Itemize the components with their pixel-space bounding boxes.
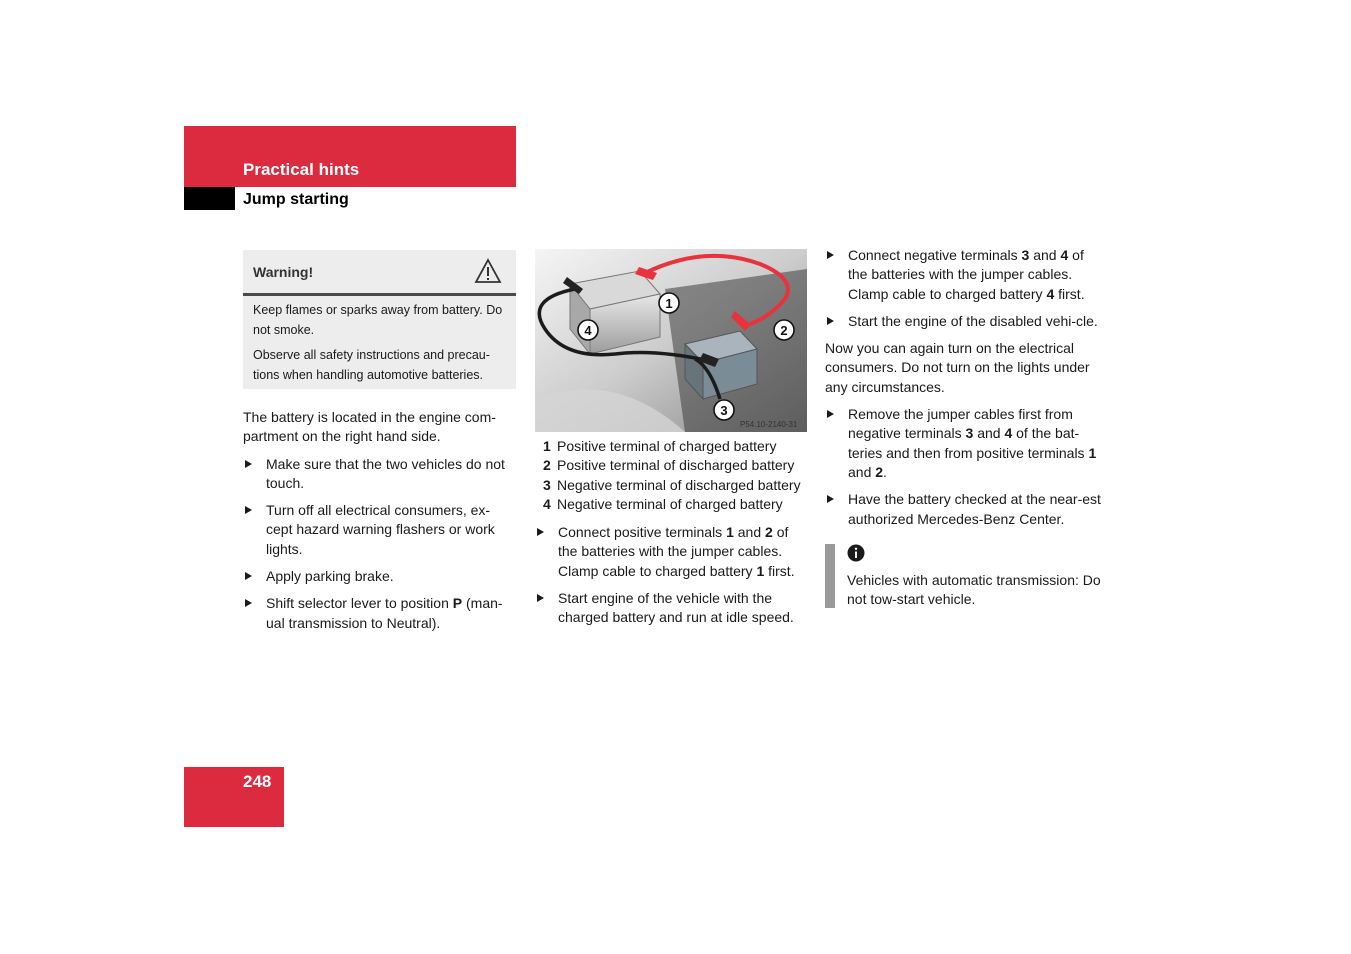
page-number: 248 (243, 772, 272, 791)
bullet-arrow-icon (245, 460, 252, 468)
column-1 (243, 408, 516, 633)
step-text: Have the battery checked at the near-est authorized Mercedes-Benz Center. (848, 491, 1101, 527)
legend-item (535, 437, 810, 456)
bullet-arrow-icon (245, 506, 252, 514)
step-text: Make sure that the two vehicles do not touch. (266, 455, 505, 491)
note-text: Vehicles with automatic transmission: Do not tow-start vehicle. (847, 572, 1101, 608)
bullet-arrow-icon (827, 410, 834, 418)
callout-label: 4 (584, 323, 592, 338)
bullet-arrow-icon (537, 528, 544, 536)
intro-paragraph: The battery is located in the engine com-partment on the right hand side. (243, 409, 496, 445)
step-item (825, 490, 1105, 529)
info-note (825, 544, 1105, 610)
legend-number: 4 (543, 495, 551, 512)
warning-text (253, 300, 509, 390)
warning-header (243, 250, 516, 296)
step-item (243, 501, 516, 559)
step-text: Remove the jumper cables first from negative terminals 3 and 4 of the bat-teries and then from positive terminals 1 and 2. (848, 406, 1097, 480)
legend-text: Positive terminal of charged battery (557, 438, 777, 454)
legend-item (535, 476, 810, 495)
step-item (825, 405, 1105, 482)
warning-box (243, 250, 516, 389)
section-title: Practical hints (243, 160, 360, 179)
bullet-arrow-icon (827, 495, 834, 503)
warning-line: Keep flames or sparks away from battery. Do not smoke. (253, 303, 503, 337)
step-item (243, 594, 516, 633)
step-item (535, 523, 810, 581)
step-text: Shift selector lever to position P (man-ual transmission to Neutral). (266, 595, 503, 631)
warning-triangle-icon (474, 258, 502, 284)
note-bar (825, 544, 835, 608)
step-item (243, 455, 516, 494)
legend-number: 1 (543, 438, 551, 454)
step-text: Connect negative terminals 3 and 4 of the batteries with the jumper cables. Clamp cable to charged battery 4 first. (848, 247, 1085, 302)
step-item (825, 246, 1105, 304)
info-icon (847, 544, 865, 562)
legend-number: 2 (543, 457, 551, 474)
warning-title: Warning! (253, 264, 314, 280)
subsection-marker (184, 187, 235, 210)
legend-item (535, 456, 810, 475)
bullet-arrow-icon (827, 317, 834, 325)
legend-number: 3 (543, 476, 551, 493)
callout-label: 3 (720, 403, 728, 418)
step-text: Turn off all electrical consumers, ex-cept hazard warning flashers or work lights. (266, 502, 495, 557)
step-item (535, 589, 810, 628)
figure-code: P54.10-2140-31 (740, 420, 798, 429)
legend-text: Positive terminal of discharged battery (557, 457, 795, 474)
subsection-title: Jump starting (243, 191, 349, 208)
bullet-arrow-icon (827, 251, 834, 259)
warning-line: Observe all safety instructions and precau-tions when handling automotive batteries. (253, 348, 490, 382)
bullet-arrow-icon (245, 599, 252, 607)
legend-text: Negative terminal of discharged battery (557, 476, 801, 493)
body-paragraph: Now you can again turn on the electrical consumers. Do not turn on the lights under any circumstances. (825, 340, 1090, 395)
bullet-arrow-icon (537, 594, 544, 602)
column-2 (535, 437, 810, 628)
callout-label: 2 (780, 323, 788, 338)
callout-label: 1 (665, 296, 673, 311)
column-3 (825, 246, 1105, 610)
battery-jumper-illustration (535, 249, 807, 432)
step-item (243, 567, 516, 586)
step-text: Connect positive terminals 1 and 2 of the batteries with the jumper cables. Clamp cable to charged battery 1 first. (558, 524, 795, 579)
legend-text: Negative terminal of charged battery (557, 495, 783, 512)
step-text: Apply parking brake. (266, 568, 394, 585)
legend-item (535, 495, 810, 514)
step-text: Start the engine of the disabled vehi-cle. (848, 312, 1098, 329)
step-text: Start engine of the vehicle with the charged battery and run at idle speed. (558, 590, 794, 626)
step-item (825, 312, 1105, 331)
bullet-arrow-icon (245, 572, 252, 580)
